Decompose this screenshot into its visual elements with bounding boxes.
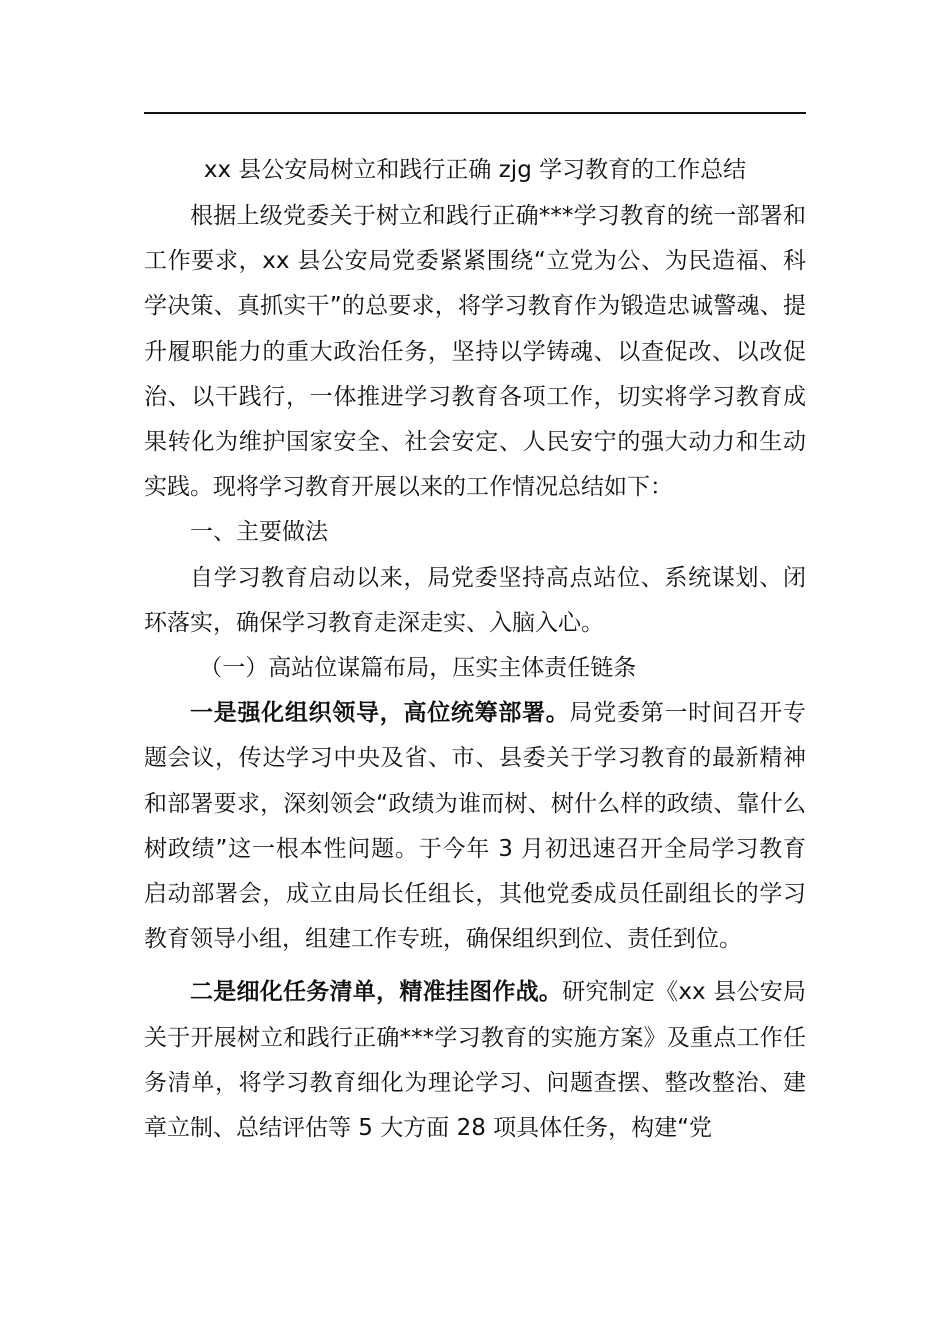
point-2-body: 研究制定《xx 县公安局关于开展树立和践行正确***学习教育的实施方案》及重点工作任务清单，将学习教育细化为理论学习、问题查摆、整改整治、建章立制、总结评估等 5 大方面 28 项具体任务，构建“党 bbox=[144, 979, 806, 1142]
point-paragraph-2 bbox=[144, 970, 806, 1151]
section-intro-paragraph: 自学习教育启动以来，局党委坚持高点站位、系统谋划、闭环落实，确保学习教育走深走实、入脑入心。 bbox=[144, 564, 806, 636]
section-heading-main-practices: 一、主要做法 bbox=[190, 519, 328, 546]
intro-paragraph: 根据上级党委关于树立和践行正确***学习教育的统一部署和工作要求，xx 县公安局党委紧紧围绕“立党为公、为民造福、科学决策、真抓实干”的总要求，将学习教育作为锻造忠诚警魂、提升履职能力的重大政治任务，坚持以学铸魂、以查促改、以改促治、以干践行，一体推进学习教育各项工作，切实将学习教育成果转化为维护国家安全、社会安定、人民安宁的强大动力和生动实践。现将学习教育开展以来的工作情况总结如下： bbox=[144, 203, 806, 501]
point-2-lead: 二是细化任务清单，精准挂图作战。 bbox=[190, 979, 563, 1006]
point-1-body: 局党委第一时间召开专题会议，传达学习中央及省、市、县委关于学习教育的最新精神和部署要求，深刻领会“政绩为谁而树、树什么样的政绩、靠什么树政绩”这一根本性问题。于今年 3 月初迅速召开全局学习教育启动部署会，成立由局长任组长，其他党委成员任副组长的学习教育领导小组，组建工作专班，确保组织到位、责任到位。 bbox=[144, 700, 807, 953]
document-title: xx 县公安局树立和践行正确 zjg 学习教育的工作总结 bbox=[203, 157, 747, 183]
subsection-heading-1: （一）高站位谋篇布局，压实主体责任链条 bbox=[199, 655, 637, 682]
header-rule bbox=[144, 112, 806, 114]
point-paragraph-1 bbox=[144, 691, 806, 962]
document-body bbox=[144, 194, 806, 1151]
point-1-lead: 一是强化组织领导，高位统筹部署。 bbox=[190, 700, 570, 727]
